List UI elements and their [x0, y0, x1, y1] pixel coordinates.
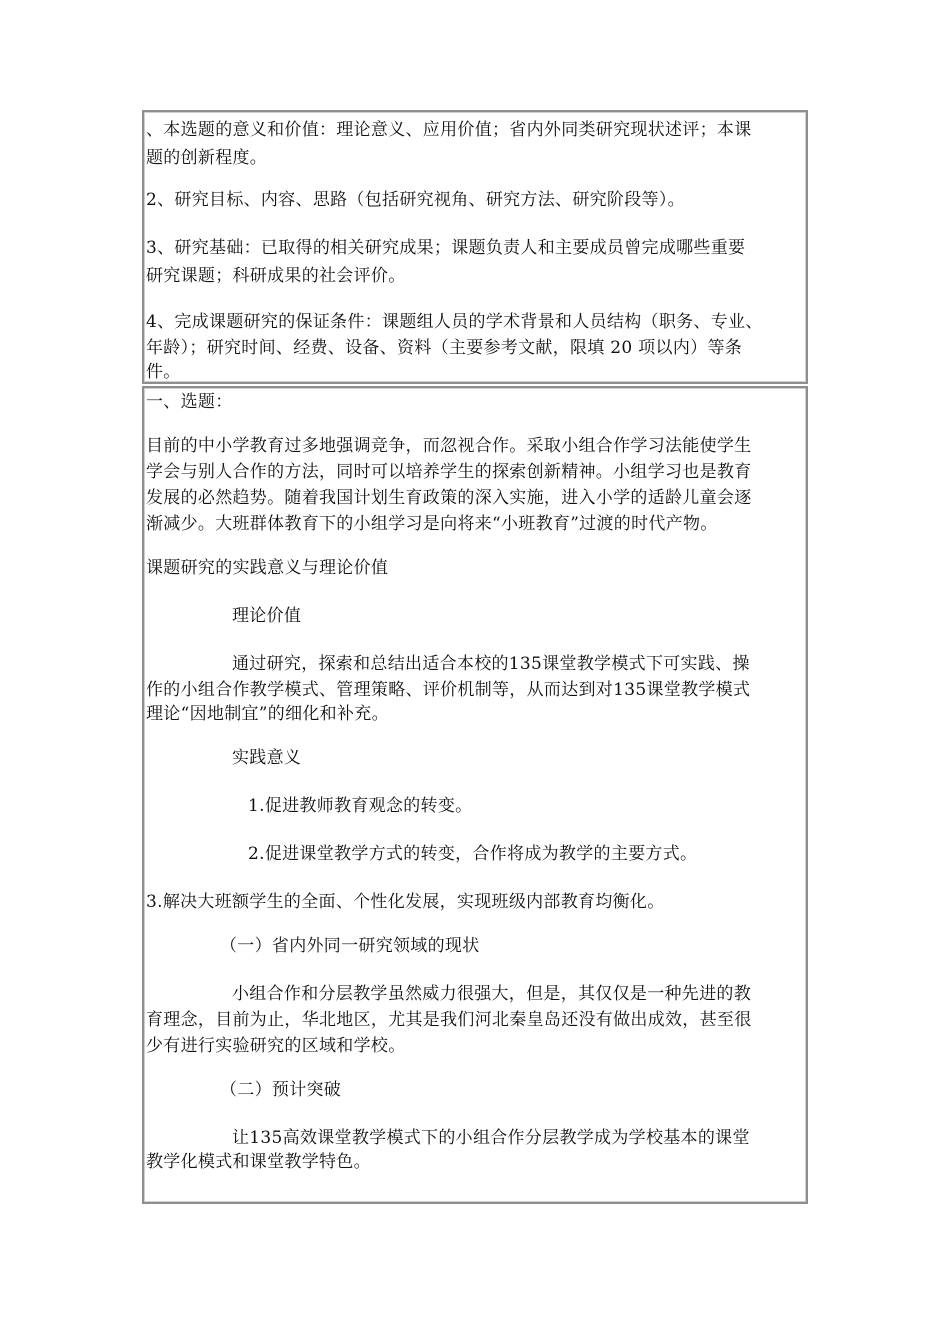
- requirement-item-3-line-2: 研究课题；科研成果的社会评价。: [146, 266, 406, 286]
- section-heading: 一、选题：: [146, 392, 233, 412]
- requirement-item-1-line-2: 题的创新程度。: [146, 148, 268, 168]
- practice-item-1: 1.促进教师教育观念的转变。: [248, 796, 473, 816]
- requirement-item-4-line-2: 年龄）；研究时间、经费、设备、资料（主要参考文献，限填 20 项以内）等条: [146, 338, 743, 358]
- practice-item-2: 2.促进课堂教学方式的转变，合作将成为教学的主要方式。: [248, 844, 698, 864]
- intro-line-4: 渐减少。大班群体教育下的小组学习是向将来“小班教育”过渡的时代产物。: [146, 514, 718, 534]
- breakthrough-heading: （二）预计突破: [220, 1080, 342, 1100]
- status-heading: （一）省内外同一研究领域的现状: [220, 936, 480, 956]
- requirement-item-3-line-1: 3、研究基础：已取得的相关研究成果；课题负责人和主要成员曾完成哪些重要: [146, 238, 746, 258]
- requirements-cell: [142, 110, 808, 384]
- intro-line-3: 发展的必然趋势。随着我国计划生育政策的深入实施，进入小学的适龄儿童会逐: [146, 488, 752, 508]
- requirement-item-2: 2、研究目标、内容、思路（包括研究视角、研究方法、研究阶段等）。: [146, 190, 685, 210]
- theory-heading: 理论价值: [232, 606, 302, 626]
- practice-item-3: 3.解决大班额学生的全面、个性化发展，实现班级内部教育均衡化。: [146, 892, 665, 912]
- theory-line-3: 理论“因地制宜”的细化和补充。: [146, 704, 389, 724]
- status-line-3: 少有进行实验研究的区域和学校。: [146, 1036, 406, 1056]
- content-cell: [142, 386, 808, 1204]
- theory-line-2: 作的小组合作教学模式、管理策略、评价机制等，从而达到对135课堂教学模式: [146, 680, 751, 700]
- intro-line-2: 学会与别人合作的方法，同时可以培养学生的探索创新精神。小组学习也是教育: [146, 462, 752, 482]
- status-line-1: 小组合作和分层教学虽然威力很强大，但是，其仅仅是一种先进的教: [232, 984, 751, 1004]
- requirement-item-4-line-3: 件。: [146, 362, 181, 382]
- status-line-2: 育理念，目前为止，华北地区，尤其是我们河北秦皇岛还没有做出成效，甚至很: [146, 1010, 752, 1030]
- form-table: [142, 110, 808, 1204]
- intro-line-1: 目前的中小学教育过多地强调竞争，而忽视合作。采取小组合作学习法能使学生: [146, 436, 752, 456]
- breakthrough-line-2: 教学化模式和课堂教学特色。: [146, 1152, 371, 1172]
- requirement-item-4-line-1: 4、完成课题研究的保证条件：课题组人员的学术背景和人员结构（职务、专业、: [146, 312, 763, 332]
- breakthrough-line-1: 让135高效课堂教学模式下的小组合作分层教学成为学校基本的课堂: [232, 1128, 750, 1148]
- requirement-item-1-line-1: 、本选题的意义和价值：理论意义、应用价值；省内外同类研究现状述评；本课: [146, 120, 752, 140]
- significance-heading: 课题研究的实践意义与理论价值: [146, 558, 389, 578]
- practice-heading: 实践意义: [232, 748, 302, 768]
- theory-line-1: 通过研究，探索和总结出适合本校的135课堂教学模式下可实践、操: [232, 654, 750, 674]
